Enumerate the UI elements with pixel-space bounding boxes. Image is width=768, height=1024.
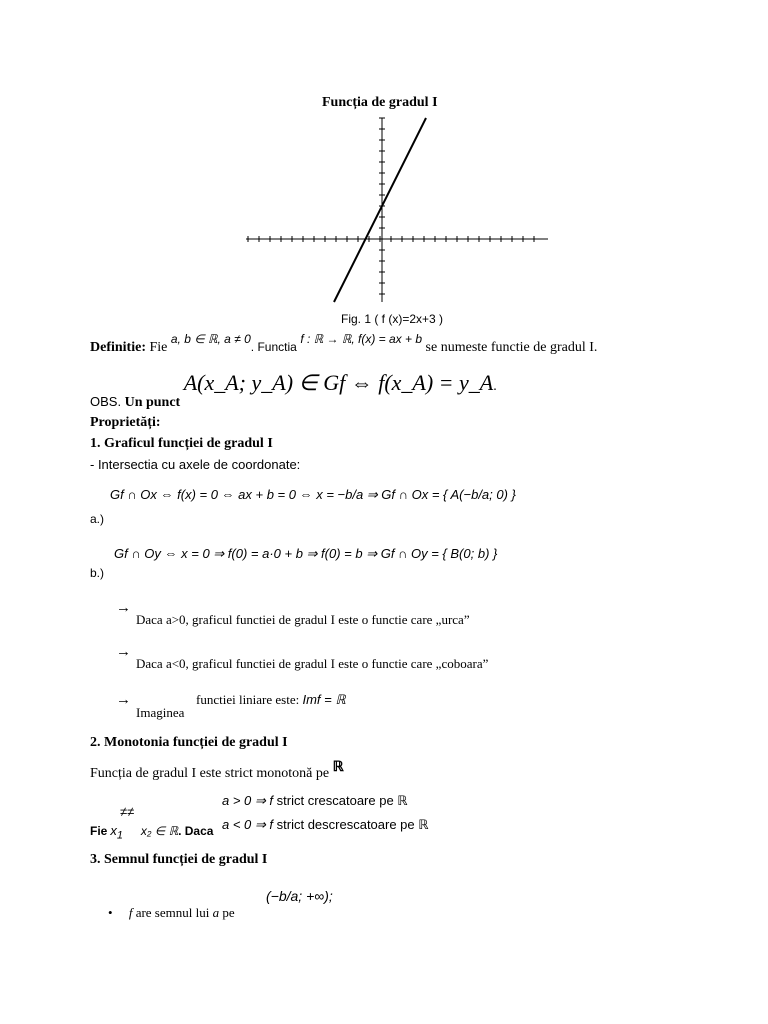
definition-line: [90, 332, 598, 356]
section1-bullet: - Intersectia cu axele de coordonate:: [90, 457, 301, 472]
section2-line-set: ℝ: [332, 758, 344, 774]
obs-formula: A(x_A; y_A) ∈ Gf ⇔ f(x_A) = y_A: [183, 370, 494, 395]
intersection-ox-formula: Gf ∩ Ox ⇔ f(x) = 0 ⇔ ax + b = 0 ⇔ x = −b/a ⇒ Gf ∩ Ox = { A(−b/a; 0) }: [110, 487, 516, 502]
image-formula: Imf = ℝ: [302, 692, 346, 707]
figure-caption: Fig. 1 ( f (x)=2x+3 ): [341, 312, 444, 326]
fie-line: [90, 823, 213, 842]
properties-title: Proprietăți:: [90, 415, 161, 430]
obs-label: OBS.: [90, 394, 122, 409]
image-text: [196, 692, 346, 708]
arrow-icon: →: [116, 644, 131, 660]
section3-text: are semnul lui: [135, 905, 210, 920]
label-b: b.): [90, 566, 105, 580]
section2-line-text: Funcția de gradul I este strict monotonă pe: [90, 766, 330, 781]
section2-line: [90, 758, 344, 782]
case2-text: strict descrescatoare pe ℝ: [276, 817, 429, 832]
section3-f: f: [128, 905, 133, 920]
definition-fie: Fie: [149, 340, 168, 355]
case1-text: strict crescatoare pe ℝ: [276, 793, 408, 808]
obs-bold: Un punct: [124, 395, 181, 410]
definition-formula: f : ℝ → ℝ, f(x) = ax + b: [300, 332, 423, 346]
section2-title: 2. Monotonia funcției de gradul I: [90, 735, 288, 750]
section3-interval: (−b/a; +∞);: [266, 888, 333, 904]
page-title: Funcția de gradul I: [322, 95, 438, 110]
section1-title: 1. Graficul funcției de gradul I: [90, 436, 273, 451]
case1-condition: [222, 793, 408, 809]
function-graph: [240, 112, 560, 312]
intersection-oy-formula: Gf ∩ Oy ⇔ x = 0 ⇒ f(0) = a·0 + b ⇒ f(0) = b ⇒ Gf ∩ Oy = { B(0; b) }: [114, 546, 498, 561]
definition-condition: a, b ∈ ℝ, a ≠ 0: [170, 332, 251, 346]
x1-var: x: [110, 823, 117, 838]
image-text-label: functiei liniare este:: [196, 692, 300, 707]
definition-label: Definitie:: [90, 340, 146, 355]
x1-sub: 1: [116, 829, 123, 842]
arrow-icon: →: [116, 600, 131, 616]
arrow-icon: →: [116, 692, 131, 708]
function-line: [334, 118, 426, 302]
obs-end: .: [493, 379, 497, 394]
obs-line: [90, 370, 497, 410]
definition-rest: se numeste functie de gradul I.: [425, 340, 598, 355]
bullet-icon: •: [108, 905, 113, 920]
section3-title: 3. Semnul funcției de gradul I: [90, 852, 268, 867]
label-a: a.): [90, 512, 105, 526]
case1-cond: a > 0 ⇒ f: [222, 793, 274, 808]
image-word: Imaginea: [136, 705, 185, 720]
neq-symbols: ≠≠: [120, 804, 135, 819]
section3-bullet: [108, 905, 235, 921]
x1: [110, 823, 123, 842]
monotone-up-note: Daca a>0, graficul functiei de gradul I este o functie care „urca”: [136, 612, 470, 627]
case2-cond: a < 0 ⇒ f: [222, 817, 274, 832]
daca-label: . Daca: [178, 824, 214, 838]
definition-functia: . Functia: [250, 340, 297, 354]
x2: x₂ ∈ ℝ: [140, 824, 179, 838]
fie-label: Fie: [90, 824, 108, 838]
case2-condition: [222, 817, 429, 833]
monotone-down-note: Daca a<0, graficul functiei de gradul I este o functie care „coboara”: [136, 656, 489, 671]
section3-pe: pe: [222, 905, 235, 920]
section3-a: a: [212, 905, 220, 920]
